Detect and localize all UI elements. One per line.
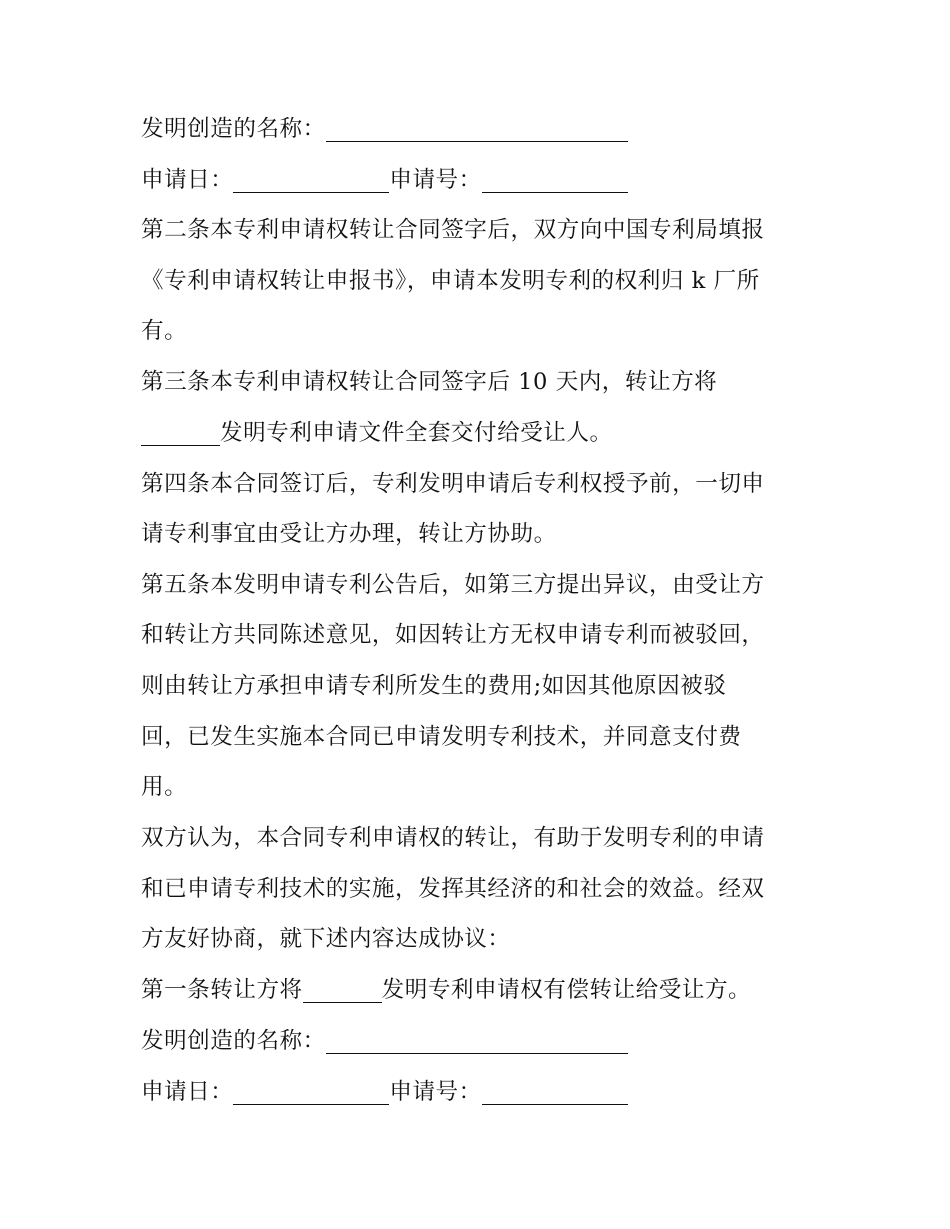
paragraph-text: 和转让方共同陈述意见，如因转让方无权申请专利而被驳回， [141,622,765,648]
paragraph-text: 《专利申请权转让申报书》，申请本发明专利的权利归 k 厂所 [141,268,760,294]
application-date-number-line [141,155,628,205]
article-2-line-1 [141,205,765,255]
article-2-line-2 [141,256,760,306]
paragraph-text: 第三条本专利申请权转让合同签字后 10 天内，转让方将 [141,369,718,395]
application-date-label: 申请日： [141,167,234,193]
paragraph-text: 双方认为，本合同专利申请权的转让，有助于发明专利的申请 [141,825,765,851]
preamble-line-3 [141,914,511,964]
application-number-label: 申请号： [389,1079,482,1105]
application-number-blank [482,1074,628,1105]
article-5-line-2 [141,610,765,660]
article-5-line-1 [141,560,765,610]
article-3-line-2 [141,408,613,458]
paragraph-text: 第一条转让方将 [141,977,303,1003]
paragraph-text: 用。 [141,774,188,800]
paragraph-text: 回，已发生实施本合同已申请发明专利技术，并同意支付费 [141,724,742,750]
application-number-label: 申请号： [389,167,482,193]
article-5-line-5 [141,762,187,812]
paragraph-text: 发明专利申请权有偿转让给受让方。 [381,977,752,1003]
preamble-line-1 [141,813,765,863]
preamble-line-2 [141,864,765,914]
paragraph-text: 第四条本合同签订后，专利发明申请后专利权授予前，一切申 [141,471,765,497]
paragraph-text: 则由转让方承担申请专利所发生的费用;如因其他原因被驳 [141,673,727,699]
article-3-line-1 [141,357,717,407]
paragraph-text: 和已申请专利技术的实施，发挥其经济的和社会的效益。经双 [141,876,765,902]
invention-name-line [141,104,628,154]
invention-name-blank [326,1023,628,1054]
transferor-blank [141,415,220,446]
paragraph-text: 第二条本专利申请权转让合同签字后，双方向中国专利局填报 [141,217,765,243]
application-date-label: 申请日： [141,1079,234,1105]
article-4-line-2 [141,509,557,559]
paragraph-text: 有。 [141,318,188,344]
paragraph-text: 第五条本发明申请专利公告后，如第三方提出异议，由受让方 [141,572,765,598]
application-date-blank [233,1074,389,1105]
article-5-line-4 [141,712,741,762]
invention-name-label: 发明创造的名称： [141,1028,326,1054]
article-4-line-1 [141,459,765,509]
invention-name-label: 发明创造的名称： [141,116,326,142]
article-5-line-3 [141,661,726,711]
paragraph-text: 请专利事宜由受让方办理，转让方协助。 [141,521,557,547]
paragraph-text: 方友好协商，就下述内容达成协议： [141,926,511,952]
article-2-line-3 [141,306,187,356]
paragraph-text: 发明专利申请文件全套交付给受让人。 [220,420,613,446]
invention-name-blank [326,111,628,142]
application-number-blank [482,162,628,193]
invention-name-line-2 [141,1016,628,1066]
application-date-number-line-2 [141,1067,628,1117]
application-date-blank [233,162,389,193]
transferor-blank [303,972,382,1003]
article-1-line [141,965,751,1015]
